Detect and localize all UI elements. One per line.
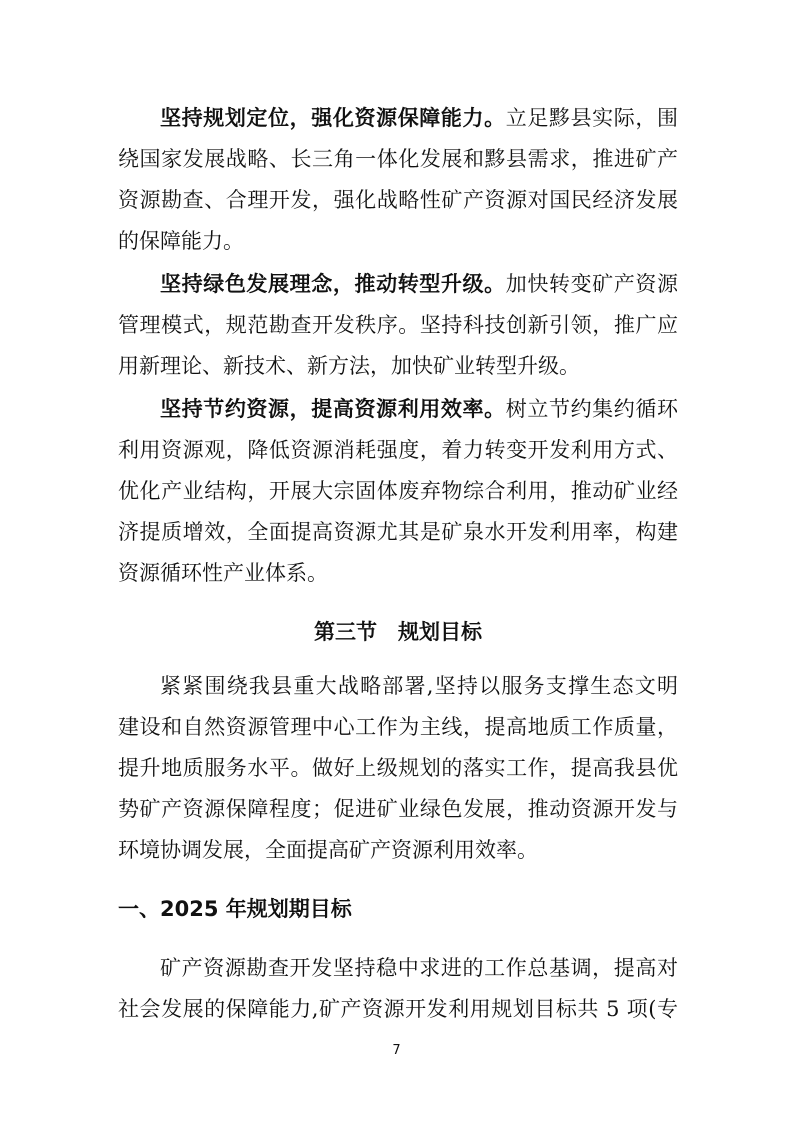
p1-line1 [160,104,678,132]
p1-lead: 坚持规划定位，强化资源保障能力。 [160,105,506,130]
p3-lead: 坚持节约资源，提高资源利用效率。 [160,396,506,421]
p4-line5: 环境协调发展，全面提高矿产资源利用效率。 [118,838,538,862]
p3-line4: 济提质增效，全面提高资源尤其是矿泉水开发利用率，构建 [118,520,678,544]
page-number: 7 [392,1043,401,1058]
p2-line3: 用新理论、新技术、新方法，加快矿业转型升级。 [118,354,580,378]
p2-lead: 坚持绿色发展理念，推动转型升级。 [160,271,506,296]
p1-line1-rest: 立足黟县实际，围 [505,106,679,130]
p1-line2: 绕国家发展战略、长三角一体化发展和黟县需求，推进矿产 [118,147,678,171]
p1-line4: 的保障能力。 [118,229,244,253]
subheading-2025-goals: 一、2025 年规划期目标 [118,897,352,921]
p4-line1: 紧紧围绕我县重大战略部署,坚持以服务支撑生态文明 [160,674,678,698]
p2-line1 [160,270,678,298]
p5-line2: 社会发展的保障能力,矿产资源开发利用规划目标共 5 项(专 [118,997,678,1021]
p4-line2: 建设和自然资源管理中心工作为主线，提高地质工作质量， [118,715,678,739]
p3-line1 [160,395,678,423]
section-heading: 第三节 规划目标 [314,620,482,644]
p4-line4: 势矿产资源保障程度；促进矿业绿色发展，推动资源开发与 [118,797,678,821]
p3-line3: 优化产业结构，开展大宗固体废弃物综合利用，推动矿业经 [118,479,678,503]
p3-line5: 资源循环性产业体系。 [118,561,328,585]
p5-line1: 矿产资源勘查开发坚持稳中求进的工作总基调，提高对 [160,956,678,980]
p2-line2: 管理模式，规范勘查开发秩序。坚持科技创新引领，推广应 [118,313,678,337]
p3-line1-rest: 树立节约集约循环 [505,397,679,421]
p4-line3: 提升地质服务水平。做好上级规划的落实工作，提高我县优 [118,756,678,780]
p1-line3: 资源勘查、合理开发，强化战略性矿产资源对国民经济发展 [118,188,678,212]
p3-line2: 利用资源观，降低资源消耗强度，着力转变开发利用方式、 [118,438,678,462]
p2-line1-rest: 加快转变矿产资源 [505,272,679,296]
